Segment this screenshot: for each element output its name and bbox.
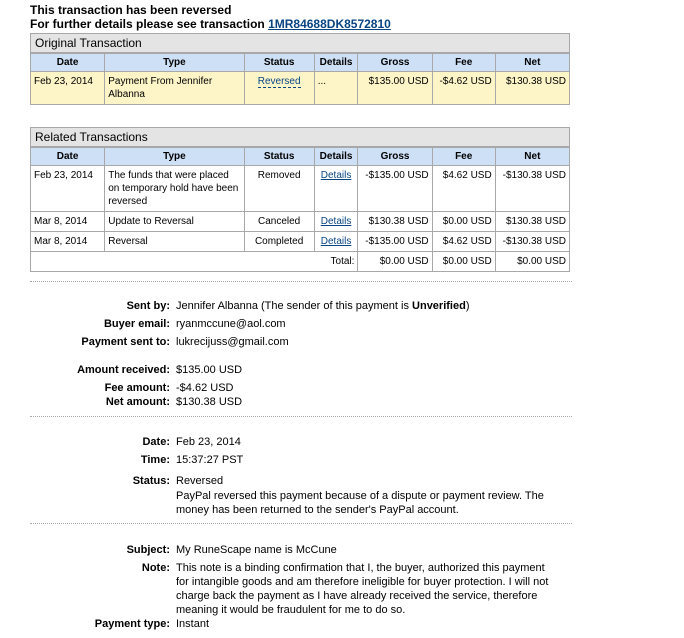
payment-sent-to-label: Payment sent to: [81, 336, 170, 348]
divider [30, 523, 572, 524]
details-link[interactable]: Details [320, 216, 352, 227]
buyer-email-value: ryanmccune@aol.com [176, 318, 286, 330]
cell-fee: $0.00 USD [432, 212, 495, 232]
status-label: Status: [132, 475, 170, 487]
table-row [31, 232, 570, 252]
col-details: Details [314, 148, 358, 166]
cell-gross: -$135.00 USD [358, 232, 432, 252]
time-label: Time: [140, 454, 170, 466]
time-value: 15:37:27 PST [176, 454, 244, 466]
reversal-notice: This transaction has been reversed [30, 3, 232, 17]
original-transaction-title: Original Transaction [30, 33, 570, 53]
cell-status: Removed [244, 166, 314, 212]
total-label: Total: [31, 252, 358, 272]
col-date: Date [31, 148, 105, 166]
cell-status: Canceled [244, 212, 314, 232]
table-header-row [31, 54, 570, 72]
status-reversed-link[interactable]: Reversed [257, 76, 301, 87]
cell-net: $130.38 USD [495, 72, 569, 105]
cell-net: -$130.38 USD [495, 232, 569, 252]
payment-type-value: Instant [176, 618, 210, 630]
cell-details: ... [314, 72, 358, 105]
net-amount-value: $130.38 USD [176, 396, 243, 408]
payment-type-label: Payment type: [94, 618, 170, 630]
cell-fee: $4.62 USD [432, 232, 495, 252]
fee-amount-value: -$4.62 USD [176, 382, 234, 394]
date-label: Date: [142, 436, 170, 448]
payment-sent-to-value: lukrecijuss@gmail.com [176, 336, 289, 348]
col-type: Type [105, 54, 244, 72]
details-link[interactable]: Details [320, 236, 352, 247]
cell-date: Mar 8, 2014 [31, 212, 105, 232]
related-transactions-table [30, 147, 570, 272]
note-label: Note: [141, 562, 170, 574]
table-header-row [31, 148, 570, 166]
amount-received-value: $135.00 USD [176, 364, 243, 376]
sender-close-paren: ) [465, 300, 470, 312]
cell-details [314, 212, 358, 232]
fee-amount-label: Fee amount: [104, 382, 170, 394]
divider [30, 281, 572, 282]
table-row [31, 166, 570, 212]
col-gross: Gross [358, 54, 432, 72]
sent-by-value [176, 299, 470, 313]
table-row [31, 212, 570, 232]
col-details: Details [314, 54, 358, 72]
cell-type: The funds that were placed on temporary hold have been reversed [105, 166, 244, 212]
divider [30, 416, 572, 417]
note-value: This note is a binding confirmation that I, the buyer, authorized this payment for intangible goods and am therefore ineligible for buyer protection. I will not charge back the payment as I have already received the service, therefore meaning it would be fraudulent for me to do so. [176, 562, 549, 616]
total-net: $0.00 USD [495, 252, 569, 272]
buyer-email-label: Buyer email: [103, 318, 170, 330]
date-value: Feb 23, 2014 [176, 436, 241, 448]
col-status: Status [244, 54, 314, 72]
transaction-reference [30, 17, 391, 31]
cell-date: Feb 23, 2014 [31, 72, 105, 105]
cell-net: -$130.38 USD [495, 166, 569, 212]
cell-date: Mar 8, 2014 [31, 232, 105, 252]
net-amount-label: Net amount: [105, 396, 170, 408]
col-gross: Gross [358, 148, 432, 166]
cell-date: Feb 23, 2014 [31, 166, 105, 212]
details-link[interactable]: Details [320, 170, 352, 181]
sent-by-label: Sent by: [126, 300, 170, 312]
total-fee: $0.00 USD [432, 252, 495, 272]
related-transactions-title: Related Transactions [30, 127, 570, 147]
cell-status [244, 72, 314, 105]
status-value: Reversed [176, 475, 224, 487]
cell-gross: $135.00 USD [358, 72, 432, 105]
col-fee: Fee [432, 54, 495, 72]
cell-details [314, 166, 358, 212]
table-row [31, 72, 570, 105]
cell-type: Payment From Jennifer Albanna [105, 72, 244, 105]
col-fee: Fee [432, 148, 495, 166]
transaction-id-link[interactable]: 1MR84688DK8572810 [268, 17, 391, 31]
cell-gross: -$135.00 USD [358, 166, 432, 212]
total-row [31, 252, 570, 272]
col-date: Date [31, 54, 105, 72]
col-net: Net [495, 54, 569, 72]
col-net: Net [495, 148, 569, 166]
cell-fee: -$4.62 USD [432, 72, 495, 105]
subject-label: Subject: [126, 544, 170, 556]
reference-prefix: For further details please see transaction [30, 17, 269, 31]
subject-value: My RuneScape name is McCune [176, 544, 337, 556]
amount-received-label: Amount received: [77, 364, 170, 376]
sender-verification-status: Unverified [412, 300, 466, 312]
cell-type: Update to Reversal [105, 212, 244, 232]
cell-status: Completed [244, 232, 314, 252]
cell-net: $130.38 USD [495, 212, 569, 232]
total-gross: $0.00 USD [358, 252, 432, 272]
col-type: Type [105, 148, 244, 166]
status-note: PayPal reversed this payment because of a dispute or payment review. The money has been returned to the sender's PayPal account. [176, 490, 544, 516]
cell-type: Reversal [105, 232, 244, 252]
sender-name: Jennifer Albanna (The sender of this payment is [176, 300, 413, 312]
cell-gross: $130.38 USD [358, 212, 432, 232]
original-transaction-table [30, 53, 570, 105]
col-status: Status [244, 148, 314, 166]
cell-details [314, 232, 358, 252]
cell-fee: $4.62 USD [432, 166, 495, 212]
